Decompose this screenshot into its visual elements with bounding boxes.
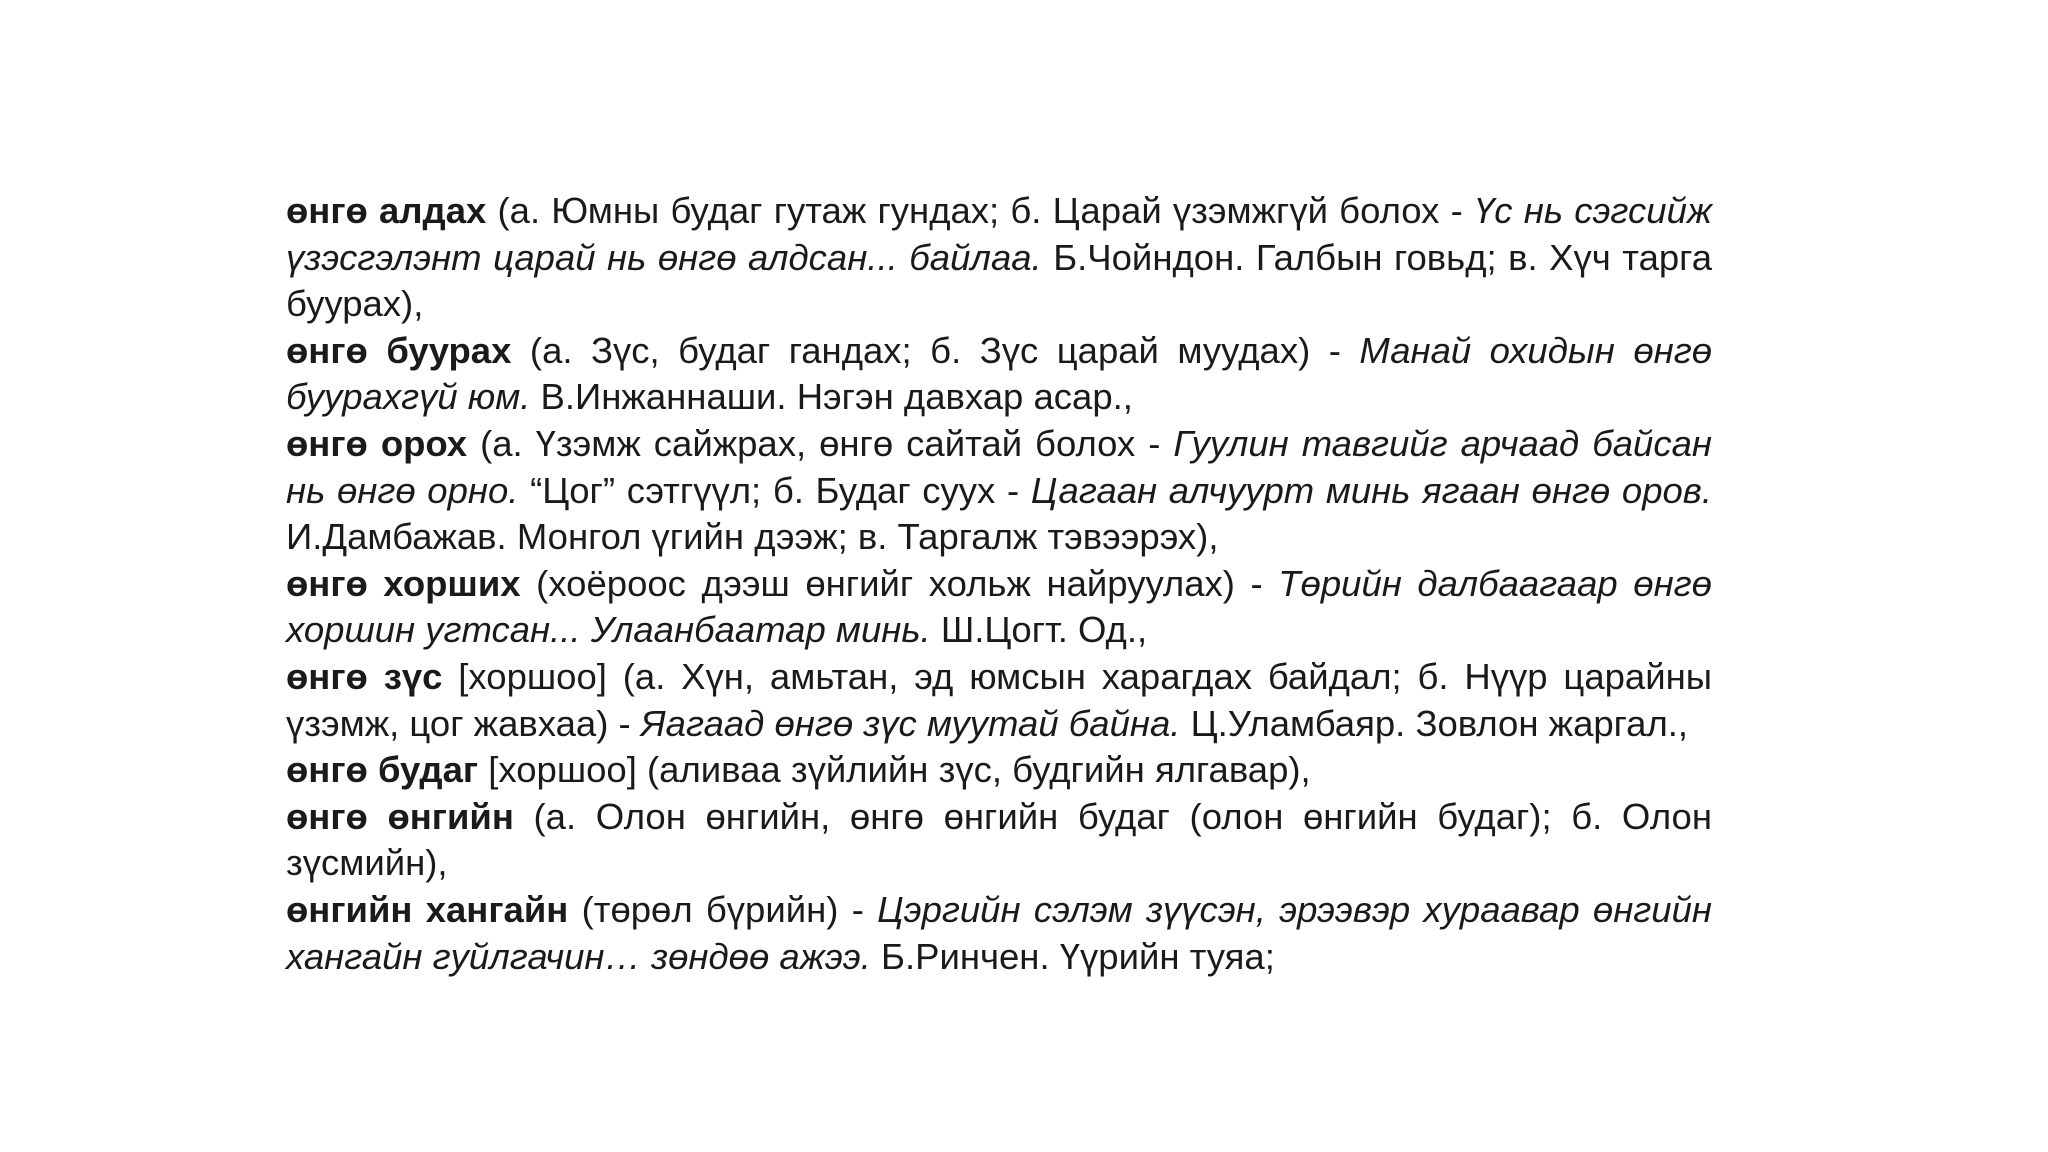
entry-example: Манай охидын өнгө буурахгүй юм.: [286, 329, 1713, 418]
entry-example: Төрийн далбаагаар өнгө хоршин угтсан... Улаанбаатар минь.: [286, 562, 1712, 651]
entry-definition: В.Инжаннаши. Нэгэн давхар асар.,: [530, 376, 1133, 418]
dictionary-entry: [286, 188, 1712, 328]
entry-headword: өнгө орох: [286, 422, 468, 464]
dictionary-entry: [286, 421, 1712, 561]
entry-headword: өнгө зүс: [286, 655, 443, 697]
entry-headword: өнгө буурах: [286, 329, 512, 371]
entry-definition: Б.Ринчен. Үүрийн туяа;: [870, 935, 1275, 977]
entry-headword: өнгийн хангайн: [286, 888, 569, 930]
entry-example: Үс нь сэгсийж үзэсгэлэнт царай нь өнгө алдсан... байлаа.: [286, 190, 1712, 278]
dictionary-entry: [286, 561, 1712, 654]
entry-definition: И.Дамбажав. Монгол үгийн дээж; в. Таргалж тэвээрэх),: [286, 516, 1219, 558]
dictionary-entry: [286, 328, 1712, 421]
entry-definition: (а. Олон өнгийн, өнгө өнгийн будаг (олон өнгийн будаг); б. Олон зүсмийн),: [286, 795, 1712, 884]
entry-definition: “Цог” сэтгүүл; б. Будаг суух -: [518, 469, 1031, 511]
entry-example: Гуулин тавгийг арчаад байсан нь өнгө орно.: [286, 422, 1712, 511]
entry-example: Цэргийн сэлэм зүүсэн, эрээвэр хураавар өнгийн хангайн гуйлгачин… зөндөө ажээ.: [286, 888, 1712, 977]
dictionary-entry: [286, 794, 1712, 887]
entry-example: Цагаан алчуурт минь ягаан өнгө оров.: [1030, 469, 1712, 511]
dictionary-entry: [286, 654, 1712, 747]
entry-definition: (төрөл бүрийн) -: [568, 888, 878, 930]
dictionary-entry: [286, 747, 1712, 794]
entry-definition: (а. Зүс, будаг гандах; б. Зүс царай муудах) -: [511, 329, 1360, 371]
entry-definition: [хоршоо] (аливаа зүйлийн зүс, будгийн ялгавар),: [478, 749, 1311, 791]
entry-definition: Ш.Цогт. Од.,: [930, 609, 1148, 651]
entry-definition: (а. Үзэмж сайжрах, өнгө сайтай болох -: [467, 422, 1174, 464]
entry-headword: өнгө хорших: [286, 562, 521, 604]
entry-definition: Б.Чойндон. Галбын говьд; в. Хүч тарга буурах),: [286, 236, 1712, 325]
entry-headword: өнгө алдах: [286, 190, 487, 231]
entry-definition: Ц.Уламбаяр. Зовлон жаргал.,: [1180, 702, 1689, 744]
entry-example: Яагаад өнгө зүс муутай байна.: [640, 702, 1181, 744]
entry-definition: (хоёроос дээш өнгийг хольж найруулах) -: [520, 562, 1279, 604]
entry-definition: (а. Юмны будаг гутаж гундах; б. Царай үзэмжгүй болох -: [486, 190, 1474, 231]
entry-headword: өнгө өнгийн: [286, 795, 514, 837]
entry-headword: өнгө будаг: [286, 749, 479, 791]
entry-definition: [хоршоо] (а. Хүн, амьтан, эд юмсын харагдах байдал; б. Нүүр царайны үзэмж, цог жавхаа) -: [286, 655, 1712, 744]
dictionary-text-block: [286, 188, 1712, 980]
dictionary-entry: [286, 887, 1712, 980]
